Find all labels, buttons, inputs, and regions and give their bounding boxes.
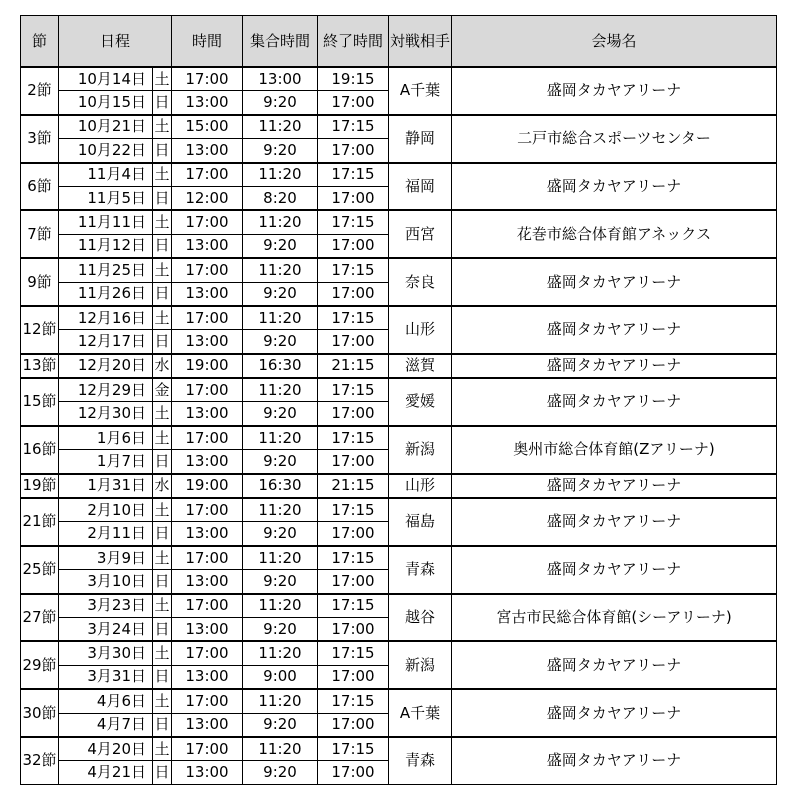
opponent-cell: 西宮: [389, 210, 452, 258]
weekday-cell: 土: [153, 594, 172, 618]
assembly-time-cell: 9:20: [243, 617, 318, 641]
header-date: 日程: [59, 16, 172, 68]
assembly-time-cell: 11:20: [243, 641, 318, 665]
section-cell: 13節: [21, 354, 59, 378]
end-time-cell: 17:00: [318, 234, 389, 258]
time-cell: 17:00: [172, 546, 243, 570]
time-cell: 17:00: [172, 594, 243, 618]
assembly-time-cell: 9:20: [243, 139, 318, 163]
end-time-cell: 17:00: [318, 761, 389, 784]
time-cell: 19:00: [172, 474, 243, 498]
end-time-cell: 17:15: [318, 426, 389, 450]
end-time-cell: 17:00: [318, 186, 389, 210]
venue-cell: 花巻市総合体育館アネックス: [452, 210, 777, 258]
table-row: [21, 474, 777, 498]
end-time-cell: 17:00: [318, 665, 389, 689]
table-row: [21, 378, 777, 402]
assembly-time-cell: 11:20: [243, 258, 318, 282]
end-time-cell: 17:15: [318, 115, 389, 139]
weekday-cell: 土: [153, 306, 172, 330]
date-cell: 2月11日: [59, 522, 153, 546]
section-cell: 15節: [21, 378, 59, 426]
assembly-time-cell: 16:30: [243, 474, 318, 498]
header-venue: 会場名: [452, 16, 777, 68]
end-time-cell: 17:00: [318, 450, 389, 474]
date-cell: 1月6日: [59, 426, 153, 450]
table-row: [21, 115, 777, 139]
date-cell: 3月23日: [59, 594, 153, 618]
table-row: [21, 426, 777, 450]
weekday-cell: 金: [153, 378, 172, 402]
assembly-time-cell: 11:20: [243, 546, 318, 570]
weekday-cell: 日: [153, 139, 172, 163]
time-cell: 13:00: [172, 282, 243, 306]
venue-cell: 盛岡タカヤアリーナ: [452, 641, 777, 689]
table-row: [21, 498, 777, 522]
weekday-cell: 日: [153, 282, 172, 306]
end-time-cell: 17:15: [318, 258, 389, 282]
end-time-cell: 17:15: [318, 641, 389, 665]
date-cell: 3月31日: [59, 665, 153, 689]
venue-cell: 盛岡タカヤアリーナ: [452, 258, 777, 306]
date-cell: 11月4日: [59, 163, 153, 187]
date-cell: 4月6日: [59, 689, 153, 713]
end-time-cell: 17:15: [318, 689, 389, 713]
date-cell: 1月7日: [59, 450, 153, 474]
assembly-time-cell: 9:00: [243, 665, 318, 689]
date-cell: 11月26日: [59, 282, 153, 306]
date-cell: 11月11日: [59, 210, 153, 234]
assembly-time-cell: 11:20: [243, 426, 318, 450]
date-cell: 3月10日: [59, 570, 153, 594]
time-cell: 13:00: [172, 91, 243, 115]
weekday-cell: 土: [153, 67, 172, 91]
weekday-cell: 土: [153, 689, 172, 713]
date-cell: 11月5日: [59, 186, 153, 210]
venue-cell: 盛岡タカヤアリーナ: [452, 354, 777, 378]
time-cell: 13:00: [172, 402, 243, 426]
opponent-cell: 静岡: [389, 115, 452, 163]
date-cell: 1月31日: [59, 474, 153, 498]
date-cell: 10月21日: [59, 115, 153, 139]
date-cell: 10月14日: [59, 67, 153, 91]
venue-cell: 盛岡タカヤアリーナ: [452, 546, 777, 594]
table-row: [21, 210, 777, 234]
opponent-cell: 山形: [389, 474, 452, 498]
venue-cell: 盛岡タカヤアリーナ: [452, 67, 777, 115]
weekday-cell: 土: [153, 258, 172, 282]
time-cell: 17:00: [172, 689, 243, 713]
section-cell: 30節: [21, 689, 59, 737]
assembly-time-cell: 11:20: [243, 163, 318, 187]
date-cell: 3月24日: [59, 617, 153, 641]
weekday-cell: 土: [153, 641, 172, 665]
date-cell: 12月17日: [59, 330, 153, 354]
weekday-cell: 日: [153, 761, 172, 784]
time-cell: 17:00: [172, 210, 243, 234]
venue-cell: 盛岡タカヤアリーナ: [452, 474, 777, 498]
assembly-time-cell: 9:20: [243, 761, 318, 784]
time-cell: 17:00: [172, 498, 243, 522]
time-cell: 13:00: [172, 450, 243, 474]
date-cell: 11月12日: [59, 234, 153, 258]
end-time-cell: 17:00: [318, 617, 389, 641]
assembly-time-cell: 9:20: [243, 570, 318, 594]
weekday-cell: 日: [153, 91, 172, 115]
date-cell: 4月20日: [59, 737, 153, 761]
time-cell: 13:00: [172, 570, 243, 594]
weekday-cell: 日: [153, 330, 172, 354]
weekday-cell: 土: [153, 210, 172, 234]
venue-cell: 盛岡タカヤアリーナ: [452, 306, 777, 354]
header-assembly: 集合時間: [243, 16, 318, 68]
time-cell: 13:00: [172, 713, 243, 737]
date-cell: 12月16日: [59, 306, 153, 330]
section-cell: 27節: [21, 594, 59, 642]
date-cell: 2月10日: [59, 498, 153, 522]
opponent-cell: 福岡: [389, 163, 452, 211]
opponent-cell: 滋賀: [389, 354, 452, 378]
time-cell: 17:00: [172, 378, 243, 402]
section-cell: 9節: [21, 258, 59, 306]
date-cell: 12月20日: [59, 354, 153, 378]
assembly-time-cell: 16:30: [243, 354, 318, 378]
table-body: [21, 67, 777, 784]
venue-cell: 宮古市民総合体育館(シーアリーナ): [452, 594, 777, 642]
weekday-cell: 土: [153, 115, 172, 139]
table-row: [21, 67, 777, 91]
assembly-time-cell: 9:20: [243, 450, 318, 474]
date-cell: 4月7日: [59, 713, 153, 737]
venue-cell: 二戸市総合スポーツセンター: [452, 115, 777, 163]
weekday-cell: 水: [153, 474, 172, 498]
time-cell: 17:00: [172, 163, 243, 187]
venue-cell: 盛岡タカヤアリーナ: [452, 498, 777, 546]
table-row: [21, 306, 777, 330]
section-cell: 21節: [21, 498, 59, 546]
table-row: [21, 258, 777, 282]
date-cell: 4月21日: [59, 761, 153, 784]
time-cell: 17:00: [172, 306, 243, 330]
opponent-cell: A千葉: [389, 689, 452, 737]
time-cell: 17:00: [172, 258, 243, 282]
venue-cell: 盛岡タカヤアリーナ: [452, 689, 777, 737]
assembly-time-cell: 9:20: [243, 234, 318, 258]
venue-cell: 奥州市総合体育館(Zアリーナ): [452, 426, 777, 474]
time-cell: 17:00: [172, 426, 243, 450]
assembly-time-cell: 9:20: [243, 91, 318, 115]
schedule-table: [20, 15, 777, 785]
weekday-cell: 水: [153, 354, 172, 378]
time-cell: 13:00: [172, 761, 243, 784]
assembly-time-cell: 8:20: [243, 186, 318, 210]
time-cell: 19:00: [172, 354, 243, 378]
assembly-time-cell: 11:20: [243, 498, 318, 522]
end-time-cell: 17:15: [318, 306, 389, 330]
time-cell: 12:00: [172, 186, 243, 210]
assembly-time-cell: 9:20: [243, 522, 318, 546]
assembly-time-cell: 11:20: [243, 115, 318, 139]
table-row: [21, 641, 777, 665]
table-row: [21, 354, 777, 378]
assembly-time-cell: 9:20: [243, 282, 318, 306]
section-cell: 12節: [21, 306, 59, 354]
weekday-cell: 日: [153, 450, 172, 474]
opponent-cell: 山形: [389, 306, 452, 354]
weekday-cell: 日: [153, 570, 172, 594]
section-cell: 32節: [21, 737, 59, 784]
opponent-cell: 越谷: [389, 594, 452, 642]
opponent-cell: A千葉: [389, 67, 452, 115]
end-time-cell: 17:00: [318, 139, 389, 163]
opponent-cell: 青森: [389, 737, 452, 784]
end-time-cell: 17:15: [318, 378, 389, 402]
header-end: 終了時間: [318, 16, 389, 68]
opponent-cell: 新潟: [389, 426, 452, 474]
assembly-time-cell: 11:20: [243, 378, 318, 402]
date-cell: 10月15日: [59, 91, 153, 115]
time-cell: 13:00: [172, 617, 243, 641]
date-cell: 3月30日: [59, 641, 153, 665]
assembly-time-cell: 9:20: [243, 402, 318, 426]
end-time-cell: 19:15: [318, 67, 389, 91]
date-cell: 12月29日: [59, 378, 153, 402]
assembly-time-cell: 11:20: [243, 306, 318, 330]
time-cell: 15:00: [172, 115, 243, 139]
section-cell: 2節: [21, 67, 59, 115]
weekday-cell: 土: [153, 546, 172, 570]
venue-cell: 盛岡タカヤアリーナ: [452, 737, 777, 784]
end-time-cell: 17:15: [318, 546, 389, 570]
end-time-cell: 17:00: [318, 522, 389, 546]
end-time-cell: 17:00: [318, 91, 389, 115]
weekday-cell: 日: [153, 186, 172, 210]
weekday-cell: 土: [153, 402, 172, 426]
end-time-cell: 21:15: [318, 474, 389, 498]
end-time-cell: 17:15: [318, 210, 389, 234]
date-cell: 11月25日: [59, 258, 153, 282]
assembly-time-cell: 11:20: [243, 689, 318, 713]
weekday-cell: 土: [153, 426, 172, 450]
end-time-cell: 17:00: [318, 402, 389, 426]
time-cell: 13:00: [172, 234, 243, 258]
header-section: 節: [21, 16, 59, 68]
time-cell: 17:00: [172, 641, 243, 665]
time-cell: 17:00: [172, 737, 243, 761]
assembly-time-cell: 9:20: [243, 330, 318, 354]
end-time-cell: 21:15: [318, 354, 389, 378]
section-cell: 6節: [21, 163, 59, 211]
end-time-cell: 17:00: [318, 570, 389, 594]
opponent-cell: 福島: [389, 498, 452, 546]
section-cell: 29節: [21, 641, 59, 689]
weekday-cell: 日: [153, 617, 172, 641]
venue-cell: 盛岡タカヤアリーナ: [452, 163, 777, 211]
weekday-cell: 日: [153, 522, 172, 546]
weekday-cell: 土: [153, 163, 172, 187]
weekday-cell: 土: [153, 498, 172, 522]
section-cell: 19節: [21, 474, 59, 498]
end-time-cell: 17:15: [318, 594, 389, 618]
header-opponent: 対戦相手: [389, 16, 452, 68]
date-cell: 3月9日: [59, 546, 153, 570]
section-cell: 7節: [21, 210, 59, 258]
opponent-cell: 新潟: [389, 641, 452, 689]
end-time-cell: 17:00: [318, 713, 389, 737]
opponent-cell: 青森: [389, 546, 452, 594]
table-row: [21, 689, 777, 713]
weekday-cell: 日: [153, 713, 172, 737]
table-row: [21, 163, 777, 187]
table-row: [21, 737, 777, 761]
end-time-cell: 17:00: [318, 282, 389, 306]
assembly-time-cell: 13:00: [243, 67, 318, 91]
table-row: [21, 546, 777, 570]
opponent-cell: 愛媛: [389, 378, 452, 426]
weekday-cell: 日: [153, 234, 172, 258]
time-cell: 17:00: [172, 67, 243, 91]
table-header: [21, 16, 777, 68]
assembly-time-cell: 9:20: [243, 713, 318, 737]
venue-cell: 盛岡タカヤアリーナ: [452, 378, 777, 426]
section-cell: 3節: [21, 115, 59, 163]
time-cell: 13:00: [172, 139, 243, 163]
end-time-cell: 17:15: [318, 737, 389, 761]
opponent-cell: 奈良: [389, 258, 452, 306]
end-time-cell: 17:15: [318, 163, 389, 187]
date-cell: 10月22日: [59, 139, 153, 163]
date-cell: 12月30日: [59, 402, 153, 426]
section-cell: 25節: [21, 546, 59, 594]
end-time-cell: 17:00: [318, 330, 389, 354]
schedule-document: [20, 15, 777, 785]
end-time-cell: 17:15: [318, 498, 389, 522]
assembly-time-cell: 11:20: [243, 210, 318, 234]
time-cell: 13:00: [172, 665, 243, 689]
time-cell: 13:00: [172, 522, 243, 546]
assembly-time-cell: 11:20: [243, 594, 318, 618]
time-cell: 13:00: [172, 330, 243, 354]
header-time: 時間: [172, 16, 243, 68]
section-cell: 16節: [21, 426, 59, 474]
table-row: [21, 594, 777, 618]
weekday-cell: 土: [153, 737, 172, 761]
assembly-time-cell: 11:20: [243, 737, 318, 761]
weekday-cell: 日: [153, 665, 172, 689]
